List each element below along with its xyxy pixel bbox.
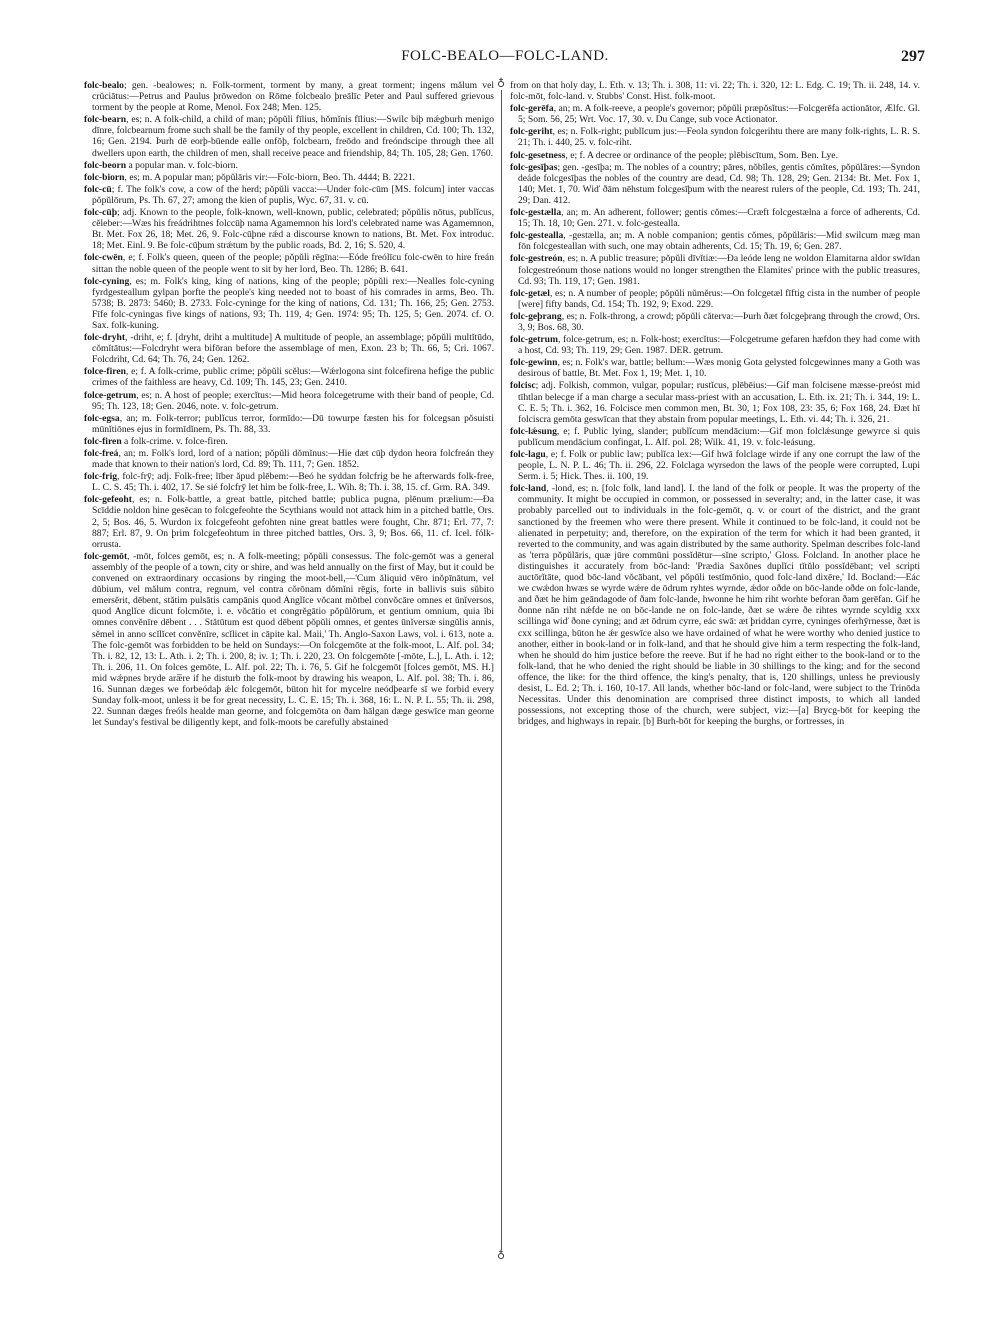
dictionary-entry — [510, 207, 920, 229]
entry-headword: folc-biorn — [84, 171, 125, 183]
entry-headword: folc-egsa — [84, 412, 120, 424]
entry-definition: a folk-crime. v. folce-firen. — [121, 435, 228, 447]
entry-headword: folcisc — [510, 380, 536, 392]
entry-definition: , e; f. Public lying, slander; publĭcum mendācium:—Gif mon folclǽsunge gewyrce si quis publĭcum mendācium confingat, L. Alf. pol. 28; Wilk. 41, 19. v. folc-leásung. — [518, 425, 920, 448]
entry-headword: folc-gewinn — [510, 357, 558, 369]
entry-definition: , an; m. Folk-terror; publĭcus terror, formīdo:—Dū towurpe fæsten his for folcegsan pŏsuisti mūnĭtiōnes ejus in formīdĭnem, Ps. Th. 88, 33. — [92, 412, 494, 435]
entry-headword: folc-getæl — [510, 287, 550, 299]
entry-headword: folc-geriht — [510, 126, 553, 138]
dictionary-entry — [510, 80, 920, 102]
entry-headword: folc-lagu — [510, 449, 546, 460]
entry-headword: folc-bearn — [84, 114, 127, 126]
dictionary-entry — [510, 426, 920, 448]
entry-headword: folc-gerēfa — [510, 103, 554, 115]
entry-headword: folc-gesīþas — [510, 161, 558, 173]
entry-definition: from on that holy day, L. Eth. v. 13; Th. i. 308, 11: vi. 22; Th. i. 320, 12: L. Edg. C. 19; Th. ii. 248, 14. v. folc-mōt, folc-land. v. Stubbs' Const. Hist. folk-moot. — [510, 80, 920, 103]
entry-definition: ; adj. Folkish, common, vulgar, popular; rustĭcus, plēbēius:—Gif man folcisene mæsse-preóst mid tīhtlan belecge if a man charge a secular mass-priest with an accusation, L. Eth. ix. 21; Th. i. 344, 19: L. C. E. 5; Th. i. 362, 16. Folcisce men common men, Bt. 30, 1; Fox 108, 23: 35, 6; Fox 168, 24. Ðæt hī folciscra gemōta geswīcan that they abstain from popular meetings, L. Eth. vi. 44; Th. i. 326, 21. — [518, 380, 920, 425]
entry-definition: , an; m. Folk's lord, lord of a nation; pŏpŭli dŏmĭnus:—Hie dæt cūþ dydon heora folcfreán they made that known to their nation's lord, Cd. 89; Th. 111, 7; Gen. 1852. — [92, 448, 494, 471]
dictionary-entry — [510, 449, 920, 482]
entry-headword: folc-frig — [84, 471, 118, 483]
entry-headword: folce-firen — [84, 366, 126, 378]
dictionary-entry — [510, 288, 920, 310]
entry-headword: folc-getrum — [510, 334, 558, 346]
dictionary-entry — [84, 551, 494, 729]
entry-definition: ; gen. -bealowes; n. Folk-torment, torment by many, a great torment; ingens mălum vel crŭciātus:—Petrus and Paulus þrōwedon on Rōme folcbealo þreālīc Peter and Paul suffered grievous torment by the people at Rome, Menol. Fox 248; Men. 125. — [92, 80, 494, 114]
dictionary-entry — [84, 160, 494, 171]
entry-headword: folce-getrum — [84, 389, 137, 401]
entry-headword: folc-bealo — [84, 80, 124, 91]
entry-headword: folc-cū — [84, 183, 112, 195]
entry-definition: , es; n. A public treasure; pŏpŭli dīvĭtiæ:—Ða leóde leng ne woldon Elamitarna aldor swīdan folcgestreónum those nations would no longer strengthen the Elamites' prince with the public treasures, Cd. 93; Th. 119, 17; Gen. 1981. — [518, 253, 920, 287]
dictionary-entry — [84, 448, 494, 470]
entry-definition: ; f. The folk's cow, a cow of the herd; pŏpŭli vacca:—Under folc-cūm [MS. folcum] inter vaccas pŏpŭlōrum, Ps. Th. 67, 27; among the kien of puplis, Wyc. 67, 31. v. cū. — [92, 183, 494, 206]
column-divider — [501, 80, 502, 1260]
entry-definition: , es; n. Folk-right; publĭcum jus:—Feola syndon folcgerihtu there are many folk-rights, L. R. S. 21; Th. i. 440, 25. v. folc-riht. — [518, 126, 920, 149]
dictionary-entry — [510, 162, 920, 206]
entry-headword: folc-firen — [84, 435, 122, 447]
dictionary-entry — [84, 390, 494, 412]
entry-headword: folc-freá — [84, 448, 119, 459]
entry-definition: , e; f. A folk-crime, public crime; pŏpŭli scĕlus:—Wǽrlogona sint folcefirena hefige the public crimes of the faithless are heavy, Cd. 109; Th. 145, 23; Gen. 2410. — [92, 366, 494, 389]
dictionary-entry — [84, 471, 494, 493]
dictionary-entry — [510, 334, 920, 356]
dictionary-entry — [510, 311, 920, 333]
entry-headword: folc-cyning — [84, 275, 130, 287]
entry-definition: , -lond, es; n. [folc folk, land land]. I. the land of the folk or people. It was the property of the community. It might be occupied in common, or possessed in severalty; and, in the latter case, it was probably parcelled out to individuals in the folc-gemōt, q. v. or court of the district, and the grant sanctioned by the freemen who were there present. While it continued to be folc-land, it could not be alienated in perpetuity; and, therefore, on the expiration of the term for which it had been granted, it reverted to the community, and was again distributed by the same authority. Spelman describes folc-land as 'terra pŏpŭlāris, quæ jūre commūni possĭdētur—sĭne scripto,' Gloss. Folcland. In another place he distinguishes it accurately from bōc-land: 'Prædia Saxŏnes duplĭci tĭtŭlo possĭdēbant; vel scripti auctōrĭtāte, quod bōc-land vŏcābant, vel pŏpŭli testĭmōnio, quod folc-land dixēre,' Id. Bocland:—Eác we cwǽdon hwæs se wyrde wǽre de ōdrum ryhtes wyrnde, ǽdor oðde on bōc-lande oðde on folc-lande, and ðæt he him geāndagode of ðam folc-lande, hwonne he him riht worhte beforan ðam gerēfan. Gif he ðonne nān riht nǽfde ne on bōc-lande ne on folc-lande, ðæt se wǽre ðe rihtes wyrnde scyldig xxx scillinga wiď ðone cyning; and æt ōdrum cyrre, eác swā: æt þriddan cyrre, cyninges oferhȳrnesse, ðæt is cxx scillinga, būton he ǽr geswīce also we have ordained of what he were worthy who denied justice to another, either in book-land or in folk-land, and that he should give him a term respecting the folk-land, when he should do him justice before the reeve. But if he had no right either to the book-land or to the folk-land, that he who denied the right should be liable in 30 shillings to the king; and for the second offence, the like: for the third offence, the king's penalty, that is, 120 shillings, unless he previously desist, L. Ed. 2; Th. i. 160, 10-17. All lands, whether bōc-land or folc-land, were subject to the Trinōda Necessitas. Under this denomination are comprised three distinct imposts, to which all landed possessions, not excepting those of the church, were subject, viz:—[a] Brycg-bōt for keeping the bridges, and highways in repair. [b] Burh-bōt for keeping the burghs, or fortresses, in — [518, 483, 920, 728]
entry-definition: , es; n. Folk-throng, a crowd; pŏpŭli căterva:—Þurh ðæt folcgeþrang through the crowd, Ors. 3, 9; Bos. 68, 30. — [518, 310, 920, 333]
entry-headword: folc-gesetness — [510, 149, 566, 161]
entry-definition: ; adj. Known to the people, folk-known, well-known, public, celebrated; pŏpŭlis nōtus, publĭcus, cĕleber:—Wæs his freádrihtnes folccūþ nama Agamemnon his lord's celebrated name was Agamemnon, Bt. Met. Fox 26, 18; Met. 26, 9. Folc-cūþne rǽd a discourse known to nations, Bt. Met. Fox introduc. 18; Met. Einl. 9. Be folc-cūþum strǽtum by the public roads, Bd. 2, 16; S. 520, 4. — [92, 207, 494, 252]
entry-definition: , es; n. A host of people; exercĭtus:—Mid heora folcegetrume with their band of people, Cd. 95; Th. 123, 18; Gen. 2046, note. v. folc-getrum. — [92, 389, 494, 412]
text-columns — [84, 77, 926, 1262]
page-header — [85, 48, 925, 70]
dictionary-entry — [510, 103, 920, 125]
dictionary-entry — [84, 494, 494, 549]
entry-definition: , es; n. A folk-child, a child of man; pŏpŭli fīlius, hŏmĭnis fīlius:—Swilc biþ mǽgburh menigo dīnre, folcbearnum frome such shall be the family of thy people, excellent in children, Cd. 100; Th. 132, 16; Gen. 2194. Þurh dē eorþ-būende ealle onfōþ, folcbearn, freōdo and freóndscipe through thee all dwellers upon earth, the children of men, shall receive peace and friendship, 84; Th. 105, 28; Gen. 1760. — [92, 114, 494, 159]
entry-headword: folc-gestælla — [510, 207, 562, 219]
entry-headword: folc-dryht — [84, 332, 126, 344]
entry-headword: folc-gemōt — [84, 550, 128, 562]
dictionary-entry — [84, 413, 494, 435]
dictionary-entry — [84, 114, 494, 158]
dictionary-entry — [84, 172, 494, 183]
ornament-bottom-icon: ♁ — [496, 1249, 506, 1262]
dictionary-entry — [510, 380, 920, 424]
entry-definition: , es; n. A number of people; pŏpŭli nŭmĕrus:—On folcgetæl fīftig cista in the number of people [were] fifty bands, Cd. 154; Th. 192, 9; Exod. 229. — [518, 287, 920, 310]
dictionary-entry — [84, 80, 494, 113]
dictionary-entry — [510, 483, 920, 727]
dictionary-entry — [84, 207, 494, 251]
entry-headword: folc-gefeoht — [84, 494, 132, 506]
entry-definition: , e; f. Folk's queen, queen of the people; pŏpŭli rēgīna:—Eóde freólīcu folc-cwēn to hire freán sittan the noble queen of the people went to sit by her lord, Beo. Th. 1286; B. 641. — [92, 252, 494, 275]
entry-definition: , folc-frȳ; adj. Folk-free; līber ăpud plēbem:—Beó he syddan folcfrig be he afterwards folk-free, L. C. S. 45; Th. i. 402, 17. Se sié folcfrȳ let him be folk-free, L. Wih. 8; Th. i. 38, 15. cf. Grm. RA. 349. — [92, 471, 494, 494]
entry-definition: , e; f. Folk or public law; publĭca lex:—Gif hwā folclage wirde if any one corrupt the law of the people, L. N. P. L. 46; Th. ii. 296, 22. Folclaga wyrsedon the laws of the people were corrupted, Lupi Serm. i. 5; Hick. Thes. ii. 100, 19. — [518, 449, 920, 483]
dictionary-entry — [84, 436, 494, 447]
entry-headword: folc-lǽsung — [510, 425, 557, 437]
dictionary-entry — [84, 252, 494, 274]
entry-definition: , e; f. A decree or ordinance of the people; plēbiscītum, Som. Ben. Lye. — [565, 149, 838, 161]
entry-definition: , an; m. A folk-reeve, a people's governor; pŏpŭli præpŏsĭtus:—Folcgerēfa actionātor, Ælfc. Gl. 5; Som. 56, 25; Wrt. Voc. 17, 30. v. Du Cange, sub voce Actionator. — [518, 103, 920, 126]
entry-headword: folc-gestealla — [510, 230, 564, 242]
dictionary-entry — [510, 126, 920, 148]
entry-definition: , es; n. Folk-battle, a great battle, pitched battle; publica pugna, plēnum prælium:—Ða Scīddie noldon hine gesēcan to folcgefeohte the Scythians would not attack him in a pitched battle, Ors. 2, 5; Bos. 46, 5. Wurdon ix folcgefeoht gefohten nine great battles were fought, Chr. 871; Erl. 77, 7: 887; Erl. 87, 9. On þrim folcgefeohtum in three pitched battles, Ors. 3, 9; Bos. 66, 11. cf. Icel. fólk-orrusta. — [92, 494, 494, 550]
left-column — [84, 80, 494, 1260]
entry-definition: , es; n. Folk's war, battle; bellum:—Wæs monig Gota gelysted folcgewinnes many a Goth was desirous of battle, Bt. Met. Fox 1, 19; Met. 1, 10. — [518, 357, 920, 380]
entry-headword: folc-land — [510, 483, 547, 495]
entry-definition: , -gestælla, an; m. A noble companion; gentis cŏmes, pŏpŭlāris:—Mid swilcum mæg man fōn folcgesteallan with such, one may obtain adherents, Cd. 15; Th. 19, 6; Gen. 287. — [518, 230, 920, 253]
entry-headword: folc-cwēn — [84, 252, 123, 264]
entry-headword: folc-beorn — [84, 159, 127, 171]
dictionary-entry — [510, 150, 920, 161]
entry-headword: folc-gestreón — [510, 253, 563, 265]
dictionary-entry — [84, 276, 494, 331]
ornament-top-icon: ♁ — [496, 77, 506, 90]
dictionary-entry — [510, 253, 920, 286]
dictionary-entry — [84, 184, 494, 206]
entry-definition: , -mōt, folces gemōt, es; n. A folk-meeting; pŏpŭli consessus. The folc-gemōt was a general assembly of the people of a town, city or shire, and was held annually on the first of May, but it could be convened on extraordinary occasions by ringing the moot-bell,—'Cum ăliquid vēro inŏpīnātum, vel dŭbium, vel mălum contra, regnum, vel contra cŏrōnam dŏmĭni rēgis, forte in ballivis suis sŭbito emersĕrit, dēbent, stătim pulsātis campānis quod Anglĭce vŏcant mŏtbel convŏcāre omnes et ūnĭversos, quod Anglĭce dicunt folcmōte, i. e. vŏcātio et congrĕgātio pŏpŭlōrum, et gentium omnium, quia ĭbi omnes convĕnīre dēbent . . . Stătūtum est quod dēbent pŏpŭli omnes, et gentes ūnĭversæ singŭlis annis, sĕmel in anno scĭlĭcet convĕnīre, scĭlicet in cāpite kal. Maii,' Th. Anglo-Saxon Laws, vol. i. 613, note a. The folc-gemōt was forbidden to be held on Sundays:—On folcgemōte at the folk-moot, L. Alf. pol. 34; Th. i. 82, 12, 13: L. Ath. i. 2; Th. i. 200, 8; iv. 1; Th. i. 220, 23. On folcgemōte [-mōte, L.], L. Ath. i. 12; Th. i. 206, 11. On folces gemōte, L. Alf. pol. 22; Th. i. 76, 5. Gif he folcgemōt [folces gemōt, MS. H.] mid wǽpnes bryde aræ̅re if he disturb the folk-moot by drawing his weapon, L. Alf. pol. 38; Th. i. 86, 16. Sunnan dæges we forbeódaþ ǽlc folcgemōt, būton hit for mycelre neódþearfe sī we forbid every Sunday folk-moot, unless it be for great necessity, L. C. E. 15; Th. i. 368, 16: L. N. P. L. 55; Th. ii. 298, 22. Sunnan dæges freóls healde man georne, and folcgemōta on ðam hālgan dæge geswīce man georne let Sunday's festival be diligently kept, and folk-moots be carefully abstained — [92, 550, 494, 729]
entry-definition: , es; m. A popular man; pŏpŭlāris vir:—Folc-biorn, Beo. Th. 4444; B. 2221. — [124, 171, 416, 183]
entry-definition: , es; m. Folk's king, king of nations, king of the people; pŏpŭli rex:—Nealles folc-cyning fyrdgesteallum gylpan þorfte the people's king needed not to boast of his comrades in arms, Beo. Th. 5738; B. 2873: 5460; B. 2733. Folc-cyninge for the king of nations, Cd. 131; Th. 166, 25; Gen. 2753. Fīfe folc-cyningas five kings of nations, 93; Th. 119, 4; Gen. 1974: 95; Th. 125, 5; Gen. 2074. cf. O. Sax. folk-kuning. — [92, 275, 494, 331]
entry-headword: folc-geþrang — [510, 310, 562, 322]
dictionary-entry — [84, 332, 494, 365]
dictionary-entry — [510, 357, 920, 379]
entry-headword: folc-cūþ — [84, 207, 118, 219]
running-title: FOLC-BEALO—FOLC-LAND. — [401, 48, 609, 64]
entry-definition: , folce-getrum, es; n. Folk-host; exercĭtus:—Folcgetrume gefaren hæfdon they had come with a host, Cd. 93; Th. 119, 29; Gen. 1987. DER. getrum. — [518, 334, 920, 357]
dictionary-entry — [510, 230, 920, 252]
entry-definition: ; gen. -gesīþa; m. The nobles of a country; pāres, nŏbĭles, gentis cŏmĭtes, pŏpŭlāres:—Syndon deáde folcgesīþas the nobles of the country are dead, Cd. 98; Th. 128, 29; Gen. 2134: Bt. Met. Fox 1, 140; Met. 1, 70. Wiď ðām nēhstum folcgesīþum with the nearest rulers of the people, Cd. 193; Th. 241, 29; Dan. 412. — [518, 161, 920, 206]
entry-definition: a popular man. v. folc-biorn. — [126, 159, 238, 171]
dictionary-entry — [84, 366, 494, 388]
entry-definition: , -driht, e; f. [dryht, driht a multitude] A multitude of people, an assemblage; pŏpŭli multĭtūdo, cŏmĭtātus:—Folcdryht wera bifōran before the assemblage of men, Exon. 23 b; Th. 66, 5; Cri. 1067. Folcdriht, Cd. 64; Th. 76, 24; Gen. 1262. — [92, 332, 494, 366]
right-column — [510, 80, 920, 1260]
entry-definition: , an; m. An adherent, follower; gentis cŏmes:—Cræft folcgestælna a force of adherents, Cd. 15; Th. 18, 10; Gen. 271. v. folc-gestealla. — [518, 207, 920, 230]
page-number: 297 — [901, 48, 925, 65]
